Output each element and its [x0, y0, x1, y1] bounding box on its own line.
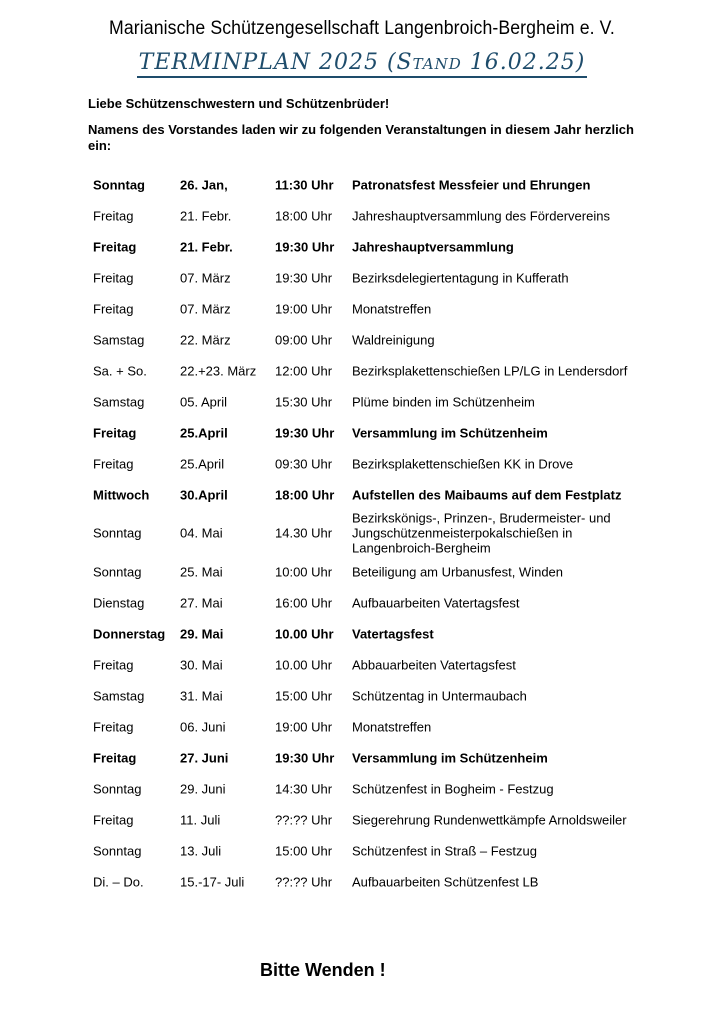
event-description: Bezirksplakettenschießen KK in Drove: [352, 456, 574, 471]
event-description: Monatstreffen: [352, 301, 432, 316]
event-time: 15:30 Uhr: [275, 394, 333, 409]
plan-title: [0, 50, 724, 75]
event-day: Sonntag: [93, 525, 142, 541]
event-day: Freitag: [93, 657, 134, 672]
footer-note: Bitte Wenden !: [260, 960, 386, 980]
event-date: 15.-17- Juli: [180, 874, 245, 889]
event-row: [93, 510, 693, 556]
event-description: Schützentag in Untermaubach: [352, 688, 527, 703]
event-list: [93, 169, 693, 897]
event-date: 29. Mai: [180, 626, 224, 641]
event-time: 18:00 Uhr: [275, 208, 333, 223]
event-date: 11. Juli: [180, 812, 221, 827]
event-time: 09:30 Uhr: [275, 456, 333, 471]
event-time: 09:00 Uhr: [275, 332, 333, 347]
event-date: 05. April: [180, 394, 227, 409]
event-date: 25.April: [180, 425, 228, 440]
event-time: 19:30 Uhr: [275, 270, 333, 285]
event-time: 16:00 Uhr: [275, 595, 333, 610]
event-row: [93, 324, 693, 355]
event-row: [93, 742, 693, 773]
event-date: 13. Juli: [180, 843, 222, 858]
event-date: 22.+23. März: [180, 363, 257, 378]
event-description: Waldreinigung: [352, 332, 435, 347]
event-day: Samstag: [93, 394, 145, 409]
event-description: Jahreshauptversammlung des Fördervereins: [352, 208, 610, 223]
event-description: Patronatsfest Messfeier und Ehrungen: [352, 177, 591, 192]
event-day: Samstag: [93, 332, 145, 347]
event-row: [93, 293, 693, 324]
event-time: ??:?? Uhr: [275, 812, 333, 827]
event-day: Freitag: [93, 425, 137, 440]
event-row: [93, 448, 693, 479]
event-row: [93, 866, 693, 897]
event-time: 18:00 Uhr: [275, 487, 335, 502]
event-description: Versammlung im Schützenheim: [352, 425, 548, 440]
event-date: 25.April: [180, 456, 225, 471]
event-row: [93, 169, 693, 200]
event-description: Bezirksplakettenschießen LP/LG in Lendersdorf: [352, 363, 628, 378]
event-day: Donnerstag: [93, 626, 166, 641]
greeting: Liebe Schützenschwestern und Schützenbrüder!: [88, 96, 390, 111]
event-description: Bezirkskönigs-, Prinzen-, Brudermeister- und Jungschützenmeisterpokalschießen in Langenbroich-Bergheim: [352, 510, 611, 556]
event-day: Samstag: [93, 688, 145, 703]
event-time: 10.00 Uhr: [275, 626, 334, 641]
event-description: Bezirksdelegiertentagung in Kufferath: [352, 270, 569, 285]
event-row: [93, 587, 693, 618]
event-row: [93, 804, 693, 835]
event-date: 22. März: [180, 332, 231, 347]
event-day: Freitag: [93, 719, 134, 734]
event-description: Siegerehrung Rundenwettkämpfe Arnoldsweiler: [352, 812, 627, 827]
event-day: Dienstag: [93, 595, 145, 610]
intro-text: Namens des Vorstandes laden wir zu folgenden Veranstaltungen in diesem Jahr herzlich ein:: [88, 122, 634, 153]
event-day: Freitag: [93, 456, 134, 471]
event-description: Plüme binden im Schützenheim: [352, 394, 535, 409]
event-row: [93, 262, 693, 293]
event-date: 27. Mai: [180, 595, 223, 610]
event-time: 19:30 Uhr: [275, 750, 335, 765]
event-row: [93, 618, 693, 649]
event-day: Sa. + So.: [93, 363, 147, 378]
event-time: 19:30 Uhr: [275, 239, 335, 254]
event-row: [93, 417, 693, 448]
event-description: Vatertagsfest: [352, 626, 434, 641]
event-time: 19:00 Uhr: [275, 719, 333, 734]
event-date: 26. Jan,: [180, 177, 228, 192]
event-date: 25. Mai: [180, 564, 223, 579]
event-time: ??:?? Uhr: [275, 874, 333, 889]
event-day: Freitag: [93, 812, 134, 827]
event-date: 21. Febr.: [180, 239, 233, 254]
event-time: 10.00 Uhr: [275, 657, 333, 672]
event-row: [93, 835, 693, 866]
event-time: 15:00 Uhr: [275, 843, 333, 858]
event-time: 12:00 Uhr: [275, 363, 333, 378]
event-date: 29. Juni: [180, 781, 226, 796]
event-time: 14.30 Uhr: [275, 525, 333, 541]
event-description: Monatstreffen: [352, 719, 432, 734]
event-row: [93, 680, 693, 711]
event-row: [93, 711, 693, 742]
event-description: Aufbauarbeiten Schützenfest LB: [352, 874, 539, 889]
event-day: Sonntag: [93, 564, 142, 579]
event-row: [93, 386, 693, 417]
event-date: 31. Mai: [180, 688, 223, 703]
event-date: 30. Mai: [180, 657, 223, 672]
event-date: 06. Juni: [180, 719, 226, 734]
event-date: 27. Juni: [180, 750, 229, 765]
event-day: Freitag: [93, 750, 137, 765]
event-row: [93, 773, 693, 804]
event-day: Sonntag: [93, 843, 142, 858]
event-day: Freitag: [93, 239, 137, 254]
event-day: Sonntag: [93, 177, 145, 192]
plan-title-text: TERMINPLAN 2025 (Stand 16.02.25): [137, 50, 588, 78]
event-date: 30.April: [180, 487, 228, 502]
event-date: 04. Mai: [180, 525, 223, 541]
event-time: 14:30 Uhr: [275, 781, 333, 796]
event-row: [93, 556, 693, 587]
event-description: Jahreshauptversammlung: [352, 239, 514, 254]
event-description: Schützenfest in Bogheim - Festzug: [352, 781, 554, 796]
event-row: [93, 479, 693, 510]
event-time: 15:00 Uhr: [275, 688, 333, 703]
event-description: Aufstellen des Maibaums auf dem Festplatz: [352, 487, 622, 502]
event-date: 07. März: [180, 301, 231, 316]
event-day: Freitag: [93, 301, 134, 316]
event-description: Abbauarbeiten Vatertagsfest: [352, 657, 516, 672]
event-time: 10:00 Uhr: [275, 564, 333, 579]
event-time: 19:30 Uhr: [275, 425, 335, 440]
event-date: 07. März: [180, 270, 231, 285]
event-row: [93, 231, 693, 262]
event-row: [93, 649, 693, 680]
event-description: Beteiligung am Urbanusfest, Winden: [352, 564, 564, 579]
event-day: Freitag: [93, 270, 134, 285]
event-description: Aufbauarbeiten Vatertagsfest: [352, 595, 520, 610]
event-row: [93, 200, 693, 231]
organization-title: Marianische Schützengesellschaft Langenbroich-Bergheim e. V.: [109, 18, 615, 39]
event-time: 19:00 Uhr: [275, 301, 333, 316]
event-row: [93, 355, 693, 386]
event-day: Mittwoch: [93, 487, 150, 502]
event-day: Sonntag: [93, 781, 142, 796]
event-description: Versammlung im Schützenheim: [352, 750, 548, 765]
event-day: Di. – Do.: [93, 874, 144, 889]
event-time: 11:30 Uhr: [275, 177, 334, 192]
event-day: Freitag: [93, 208, 134, 223]
event-date: 21. Febr.: [180, 208, 232, 223]
event-description: Schützenfest in Straß – Festzug: [352, 843, 537, 858]
